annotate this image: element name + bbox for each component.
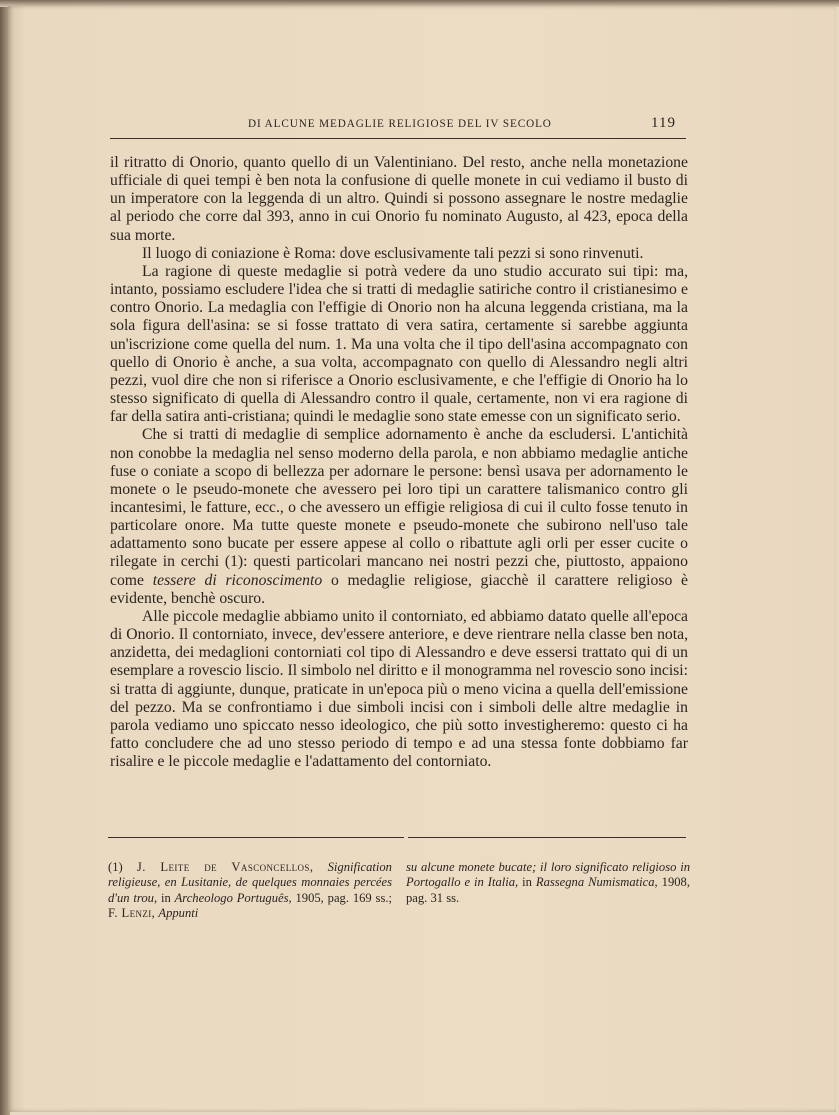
footnote-text-right bbox=[406, 860, 690, 906]
running-head bbox=[110, 116, 690, 136]
running-head-title: DI ALCUNE MEDAGLIE RELIGIOSE DEL IV SECOLO bbox=[248, 118, 552, 130]
footnote-cite-1: 1905, pag. 169 ss.; bbox=[295, 890, 392, 905]
footnote-title-2b: su alcune monete bucate; il loro significato religioso in Portogallo e in Italia, bbox=[406, 860, 690, 890]
footnote-title-2a: Appunti bbox=[158, 906, 199, 921]
footnote-rule-right bbox=[408, 837, 686, 838]
paragraph-4-italic: tessere di riconoscimento bbox=[152, 571, 323, 589]
footnote-column-right bbox=[406, 860, 690, 906]
footnote-journal-2: Rassegna Numismatica, bbox=[535, 875, 658, 890]
header-rule bbox=[110, 138, 686, 139]
footnote-author-2: F. Lenzi, bbox=[108, 906, 156, 921]
paragraph-5: Alle piccole medaglie abbiamo unito il contorniato, ed abbiamo datato quelle all'epoca di Onorio. Il contorniato, invece, dev'essere anteriore, e deve rientrare nella classe ben nota, anzidetta, dei medaglioni contorniati col tipo di Alessandro e deve essersi trattato qui di un esemplare a rovescio liscio. Il simbolo nel diritto e il monogramma nel rovescio sono incisi: si tratta di aggiunte, dunque, praticate in un'epoca più o meno vicina a quella dell'emissione del pezzo. Ma se confrontiamo i due simboli incisi con i simboli delle altre medaglie in parola vediamo uno spiccato nesso ideologico, che più sotto investigheremo: questo ci ha fatto concludere che ad uno stesso periodo di tempo e ad una stessa fonte dobbiamo far risalire e le piccole medaglie e l'adattamento del contorniato. bbox=[110, 607, 688, 771]
paragraph-2: Il luogo di coniazione è Roma: dove esclusivamente tali pezzi si sono rinvenuti. bbox=[142, 244, 644, 262]
paragraph-4-text-a: Che si tratti di medaglie di semplice adornamento è anche da escludersi. L'antichità non conobbe la medaglia nel senso moderno della parola, e non abbiamo medaglie antiche fuse o coniate a scopo di bellezza per adornare le persone: bensì usava per adornamento le monete o le pseudo-monete che avessero pei loro tipi un carattere talismanico contro gli incantesimi, le fatture, ecc., o che avessero un effigie religiosa di cui il culto fosse tenuto in particolare onore. Ma tutte queste monete e pseudo-monete che subirono nell'uso tale adattamento sono bucate per essere appese al collo o ribattute agli orli per esser cucite o rilegate in cerchi (1): questi particolari mancano nei nostri pezzi che, piuttosto, appaiono come bbox=[110, 426, 688, 589]
footnote-text-left bbox=[108, 860, 392, 922]
footnote-rule-left bbox=[108, 837, 404, 838]
footnote-journal-1: Archeologo Português, bbox=[174, 890, 292, 905]
body-text bbox=[110, 154, 688, 771]
page-number: 119 bbox=[651, 115, 676, 131]
footnote-in-1: in bbox=[160, 890, 171, 905]
paragraph-3: La ragione di queste medaglie si potrà vedere da uno studio accurato sui tipi: ma, intanto, possiamo escludere l'idea che si tratti di medaglie satiriche contro il cristianesimo e contro Onorio. La medaglia con l'effigie di Onorio non ha alcuna leggenda cristiana, ma la sola figura dell'asina: se si fosse trattato di vera satira, certamente si sarebbe aggiunta un'iscrizione come quella del num. 1. Ma una volta che il tipo dell'asina accompagnato con quello di Onorio è anche, a sua volta, accompagnato con quello di Alessandro negli altri pezzi, vuol dire che non si riferisce a Onorio esclusivamente, e che l'effigie di Onorio ha lo stesso significato di quella di Alessandro contro il quale, certamente, non vi era ragione di far della satira anti-cristiana; quindi le medaglie sono state emesse con un significato serio. bbox=[110, 262, 688, 426]
footnote-author-1: J. Leite de Vasconcellos, bbox=[136, 860, 314, 874]
footnote-title-1: Signification religieuse, en Lusitanie, de quelques monnaies percées d'un trou, bbox=[108, 860, 392, 905]
paragraph-4 bbox=[110, 426, 688, 608]
footnote-column-left bbox=[108, 860, 392, 922]
paragraph-4-text-b: o medaglie religiose, giacchè il carattere religioso è evidente, benchè oscuro. bbox=[110, 571, 689, 607]
footnote-in-2: in bbox=[522, 875, 532, 890]
footnote-cite-2: 1908, pag. 31 ss. bbox=[406, 875, 690, 905]
paragraph-1: il ritratto di Onorio, quanto quello di un Valentiniano. Del resto, anche nella monetazione ufficiale di quei tempi è ben nota la confusione di quelle monete in cui vediamo il busto di un imperatore con la leggenda di un altro. Quindi si possono assegnare le nostre medaglie al periodo che corre dal 393, anno in cui Onorio fu nominato Augusto, al 423, epoca della sua morte. bbox=[110, 154, 688, 244]
footnote-marker: (1) bbox=[108, 860, 123, 874]
